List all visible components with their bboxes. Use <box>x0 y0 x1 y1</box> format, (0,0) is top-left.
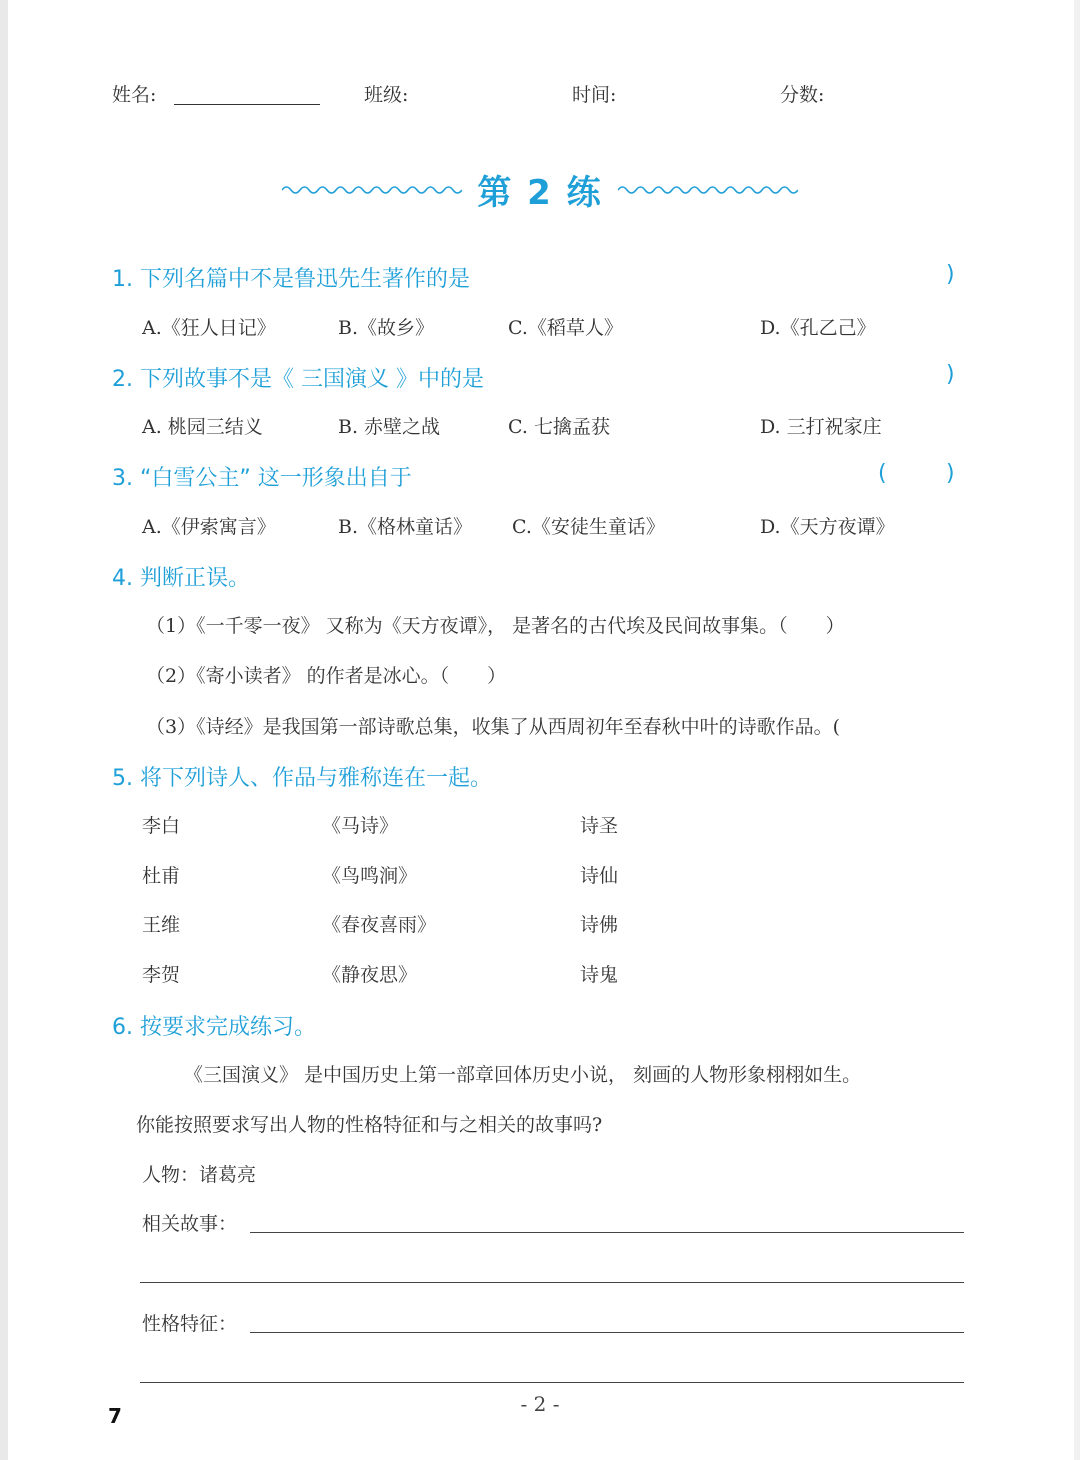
poet-title: 诗佛 <box>580 914 619 936</box>
class-label: 班级: <box>364 84 409 106</box>
question-3-option-c: C.《安徒生童话》 <box>512 516 665 538</box>
question-1-answer-paren[interactable]: ) <box>946 262 955 287</box>
question-1-option-b: B.《故乡》 <box>338 317 435 339</box>
judgement-item-2: （2）《寄小读者》 的作者是冰心。（ ） <box>146 665 507 687</box>
question-3-stem: 3. “白雪公主” 这一形象出自于 <box>112 466 412 491</box>
question-1-option-a: A.《狂人日记》 <box>142 317 276 339</box>
question-6-paragraph-2: 你能按照要求写出人物的性格特征和与之相关的故事吗? <box>136 1114 603 1136</box>
personality-line-1[interactable] <box>250 1332 964 1333</box>
poem-work: 《春夜喜雨》 <box>322 914 437 936</box>
question-5-stem: 5. 将下列诗人、作品与雅称连在一起。 <box>112 766 492 791</box>
question-6-stem: 6. 按要求完成练习。 <box>112 1015 316 1040</box>
poem-work: 《鸟鸣涧》 <box>322 865 418 887</box>
name-label: 姓名: <box>112 84 157 106</box>
name-blank-line[interactable] <box>174 104 320 105</box>
question-3-answer-open-paren[interactable]: ( <box>878 461 887 486</box>
wave-decoration-right-icon <box>618 184 798 196</box>
poet-name: 李贺 <box>142 964 181 986</box>
poet-name: 王维 <box>142 914 181 936</box>
question-2-option-b: B. 赤壁之战 <box>338 416 441 438</box>
corner-mark: 7 <box>108 1404 122 1428</box>
page-title: 第 2 练 <box>477 173 603 213</box>
question-2-option-d: D. 三打祝家庄 <box>760 416 882 438</box>
poet-name: 杜甫 <box>142 865 181 887</box>
page-left-edge <box>0 0 8 1460</box>
time-label: 时间: <box>572 84 617 106</box>
judgement-item-3: （3）《诗经》是我国第一部诗歌总集，收集了从西周初年至春秋中叶的诗歌作品。( <box>146 716 841 738</box>
question-1-stem: 1. 下列名篇中不是鲁迅先生著作的是 <box>112 267 470 292</box>
poet-name: 李白 <box>142 815 181 837</box>
question-2-option-a: A. 桃园三结义 <box>142 416 263 438</box>
personality-label: 性格特征： <box>142 1313 238 1335</box>
question-1-option-d: D.《孔乙己》 <box>760 317 876 339</box>
question-6-character: 人物：诸葛亮 <box>142 1164 257 1186</box>
poet-title: 诗仙 <box>580 865 619 887</box>
poem-work: 《静夜思》 <box>322 964 418 986</box>
question-3-option-a: A.《伊索寓言》 <box>142 516 276 538</box>
poet-title: 诗圣 <box>580 815 619 837</box>
question-4-stem: 4. 判断正误。 <box>112 566 250 591</box>
poem-work: 《马诗》 <box>322 815 399 837</box>
related-story-line-2[interactable] <box>140 1282 964 1283</box>
question-2-answer-paren[interactable]: ) <box>946 362 955 387</box>
judgement-item-1: （1）《一千零一夜》 又称为《天方夜谭》， 是著名的古代埃及民间故事集。（ ） <box>146 615 845 637</box>
question-3-answer-close-paren[interactable]: ) <box>946 461 955 486</box>
question-6-paragraph-1: 《三国演义》 是中国历史上第一部章回体历史小说， 刻画的人物形象栩栩如生。 <box>184 1064 862 1086</box>
related-story-label: 相关故事： <box>142 1213 238 1235</box>
score-label: 分数: <box>780 84 825 106</box>
personality-line-2[interactable] <box>140 1382 964 1383</box>
question-2-stem: 2. 下列故事不是《 三国演义 》中的是 <box>112 367 484 392</box>
question-3-option-b: B.《格林童话》 <box>338 516 473 538</box>
question-1-option-c: C.《稻草人》 <box>508 317 623 339</box>
question-2-option-c: C. 七擒孟获 <box>508 416 610 438</box>
page-number: - 2 - <box>520 1392 560 1416</box>
related-story-line-1[interactable] <box>250 1232 964 1233</box>
page-right-edge <box>1074 0 1080 1460</box>
poet-title: 诗鬼 <box>580 964 619 986</box>
question-3-option-d: D.《天方夜谭》 <box>760 516 895 538</box>
